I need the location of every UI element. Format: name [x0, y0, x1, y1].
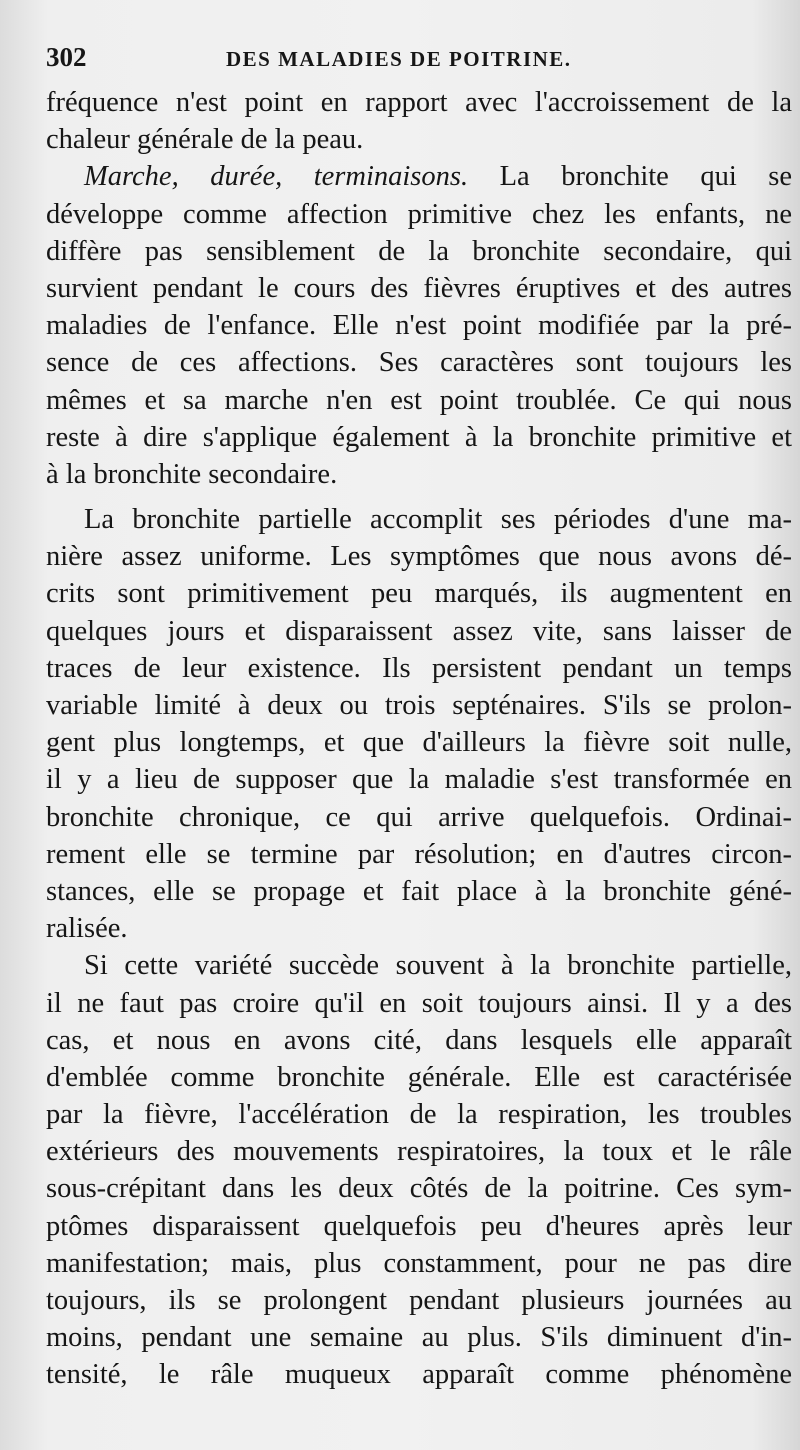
running-title: DES MALADIES DE POITRINE. — [226, 47, 572, 71]
text-line: il ne faut pas croire qu'il en soit toujours ainsi. Il y a des — [46, 987, 792, 1019]
text-line: sous-crépitant dans les deux côtés de la poitrine. Ces sym- — [46, 1173, 792, 1205]
text-line: diffère pas sensiblement de la bronchite secondaire, qui — [46, 235, 792, 267]
text-line: reste à dire s'applique également à la bronchite primitive et — [46, 421, 792, 453]
text-line: extérieurs des mouvements respiratoires, la toux et le râle — [46, 1136, 792, 1168]
text-line: bronchite chronique, ce qui arrive quelquefois. Ordinai- — [46, 801, 792, 833]
text-line: variable limité à deux ou trois septénaires. S'ils se prolon- — [46, 690, 792, 721]
text-line: rement elle se termine par résolution; en d'autres circon- — [46, 838, 792, 870]
text-line — [46, 158, 792, 195]
text-line: chaleur générale de la peau. — [46, 124, 364, 156]
text-line: nière assez uniforme. Les symptômes que nous avons dé- — [46, 541, 792, 573]
text-line: maladies de l'enfance. Elle n'est point modifiée par la pré- — [46, 310, 792, 342]
section-heading: Marche, durée, terminaisons. — [84, 161, 469, 193]
text-line: ptômes disparaissent quelquefois peu d'heures après leur — [46, 1210, 792, 1242]
text-line: La bronchite partielle accomplit ses périodes d'une ma- — [84, 504, 792, 536]
text-line: stances, elle se propage et fait place à la bronchite géné- — [46, 875, 792, 907]
page-number: 302 — [46, 42, 87, 72]
text-line: gent plus longtemps, et que d'ailleurs la fièvre soit nulle, — [46, 727, 792, 759]
text-line: à la bronchite secondaire. — [46, 458, 338, 490]
text-line: sence de ces affections. Ses caractères sont toujours les — [46, 347, 792, 379]
page-header — [46, 42, 794, 82]
text-fragment: La bronchite qui se — [499, 161, 792, 193]
text-line: développe comme affection primitive chez les enfants, ne — [46, 198, 792, 230]
text-line: fréquence n'est point en rapport avec l'accroissement de la — [46, 87, 792, 118]
text-line: il y a lieu de supposer que la maladie s'est transformée en — [46, 764, 792, 796]
text-line: crits sont primitivement peu marqués, ils augmentent en — [46, 578, 792, 610]
text-line: manifestation; mais, plus constamment, pour ne pas dire — [46, 1247, 792, 1279]
text-line: quelques jours et disparaissent assez vite, sans laisser de — [46, 615, 792, 647]
text-line: d'emblée comme bronchite générale. Elle est caractérisée — [46, 1061, 792, 1093]
page-body — [46, 84, 794, 1394]
text-line: par la fièvre, l'accélération de la respiration, les troubles — [46, 1099, 792, 1131]
text-line: traces de leur existence. Ils persistent pendant un temps — [46, 652, 792, 684]
text-line: Si cette variété succède souvent à la bronchite partielle, — [84, 950, 792, 982]
text-line: ralisée. — [46, 913, 128, 945]
text-line: cas, et nous en avons cité, dans lesquels elle apparaît — [46, 1024, 792, 1056]
text-line: moins, pendant une semaine au plus. S'ils diminuent d'in- — [46, 1322, 792, 1354]
text-line: mêmes et sa marche n'en est point troublée. Ce qui nous — [46, 384, 792, 416]
text-line: toujours, ils se prolongent pendant plusieurs journées au — [46, 1285, 792, 1316]
text-line: tensité, le râle muqueux apparaît comme phénomène — [46, 1359, 792, 1391]
text-line: survient pendant le cours des fièvres éruptives et des autres — [46, 272, 792, 304]
